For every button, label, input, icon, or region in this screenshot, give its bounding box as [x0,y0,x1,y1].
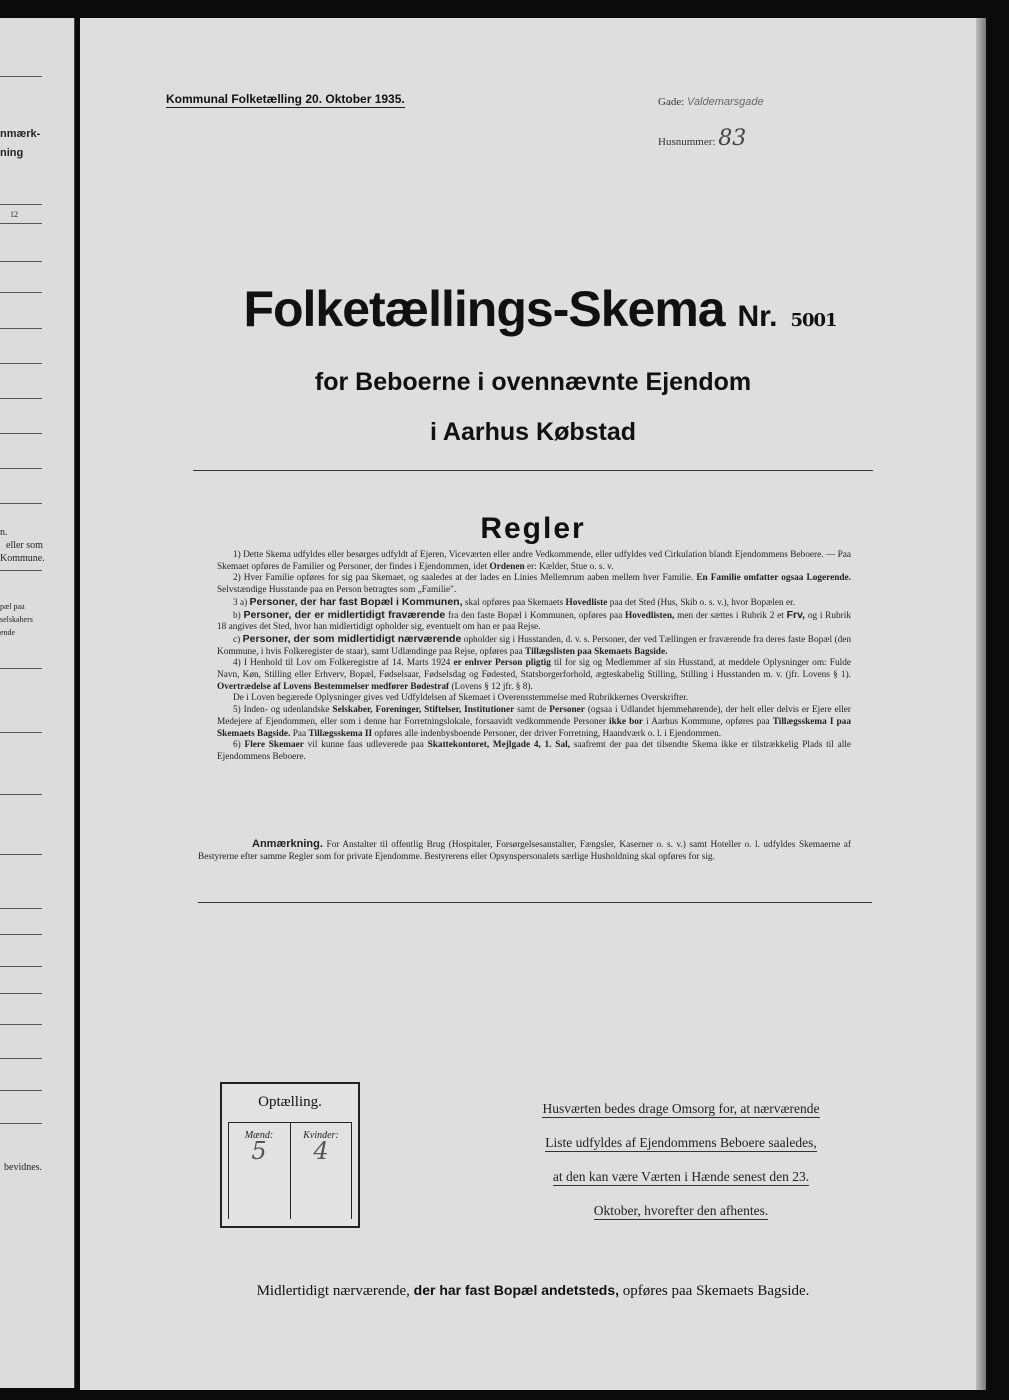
fragment-text: 12 [10,210,18,219]
women-count: 4 [313,1137,329,1165]
rule-line [0,261,42,262]
fragment-text: ning [0,147,24,159]
women-label: Kvinder: [303,1130,339,1141]
rule-line [0,1024,42,1025]
rule-line [0,328,42,329]
fragment-text: selskabers [0,615,33,624]
rule-line [0,433,42,434]
notice-line: Liste udfyldes af Ejendommens Beboere saaledes, [545,1135,817,1150]
rule-line [0,854,42,855]
remark [198,838,851,863]
rule-line [0,794,42,795]
remark-lead: Anmærkning. [252,838,323,850]
fragment-text: eller som [6,540,43,551]
rule-line [0,1058,42,1059]
rule-3a: 3 a) Personer, der har fast Bopæl i Kommunen, skal opføres paa Skemaets Hovedliste paa det Sted (Hus, Skib o. s. v.), hvor Bopælen er. [233,595,796,608]
rule-line [0,1123,42,1124]
house-number-label: Husnummer: [658,136,716,148]
tally-men-column [229,1123,289,1219]
landlord-notice [496,1092,866,1228]
tally-women-column [290,1123,351,1219]
rule-line [0,934,42,935]
rule-line [0,223,42,224]
tally-table [228,1122,352,1219]
form-title [190,280,890,338]
rule-line [0,966,42,967]
census-form-page [80,18,986,1390]
fragment-text: n. [0,527,8,538]
rule-line [0,908,42,909]
title-line-3: i Aarhus Købstad [429,418,637,446]
rule-line [0,363,42,364]
rule-line [0,204,42,205]
title-main: Folketællings-Skema [243,281,725,337]
men-count: 5 [251,1137,267,1165]
rule-line [0,1090,42,1091]
rule-2: 2) Hver Familie opføres for sig paa Skemaet, og saaledes at der lades en Linies Mellemrum aaben mellem hver Familie. En Familie omfatter ogsaa Logerende. Selvstændige Husstande paa en Person betragtes som „Familie". [217,573,851,596]
rule-line [0,993,42,994]
rule-3b: b) Personer, der er midlertidigt fraværende fra den faste Bopæl i Kommunen, opføres paa Hovedlisten, men der sættes i Rubrik 2 et Frv, og i Rubrik 18 angives det Sted, hvor han midlertidigt opholder sig, eventuelt om han er paa Rejse. [217,608,851,633]
fragment-text: pæl paa [0,602,25,611]
facing-page-fragment [0,18,75,1388]
remark-text: For Anstalter til offentlig Brug (Hospitaler, Forsørgelsesanstalter, Fængsler, Kaserner o. s. v.) samt Hoteller o. l. udfyldes Skemaerne af Bestyrerne efter samme Regler som for private Ejendomme. Bestyrerens eller Opsynspersonalets særlige Husholdning skal opføres for sig. [198,840,851,862]
rule-4: 4) I Henhold til Lov om Folkeregistre af 14. Marts 1924 er enhver Person pligtig til for sig og Medlemmer af sin Husstand, at meddele Oplysninger om: Fulde Navn, Køn, Stilling eller Erhverv, Bopæl, Fødselsaar, Fødselsdag og Fødested, Statsborgerforhold, ægteskabelig Stilling, Stilling i Husstanden m. v. (jfr. Lovens § 1). Overtrædelse af Lovens Bestemmelser medfører Bødestraf (Lovens § 12 jfr. § 8). [217,658,851,692]
form-number: 5001 [790,310,837,331]
rule-line [0,668,42,669]
rule-line [0,570,42,571]
notice-line: at den kan være Værten i Hænde senest den 23. [552,1169,810,1184]
rule-line [0,732,42,733]
fragment-text: bevidnes. [4,1162,43,1173]
rule-line [0,76,42,77]
divider [193,470,873,471]
rule-3c: c) Personer, der som midlertidigt nærværende opholder sig i Husstanden, d. v. s. Personer, der ved Tællingen er fraværende fra deres faste Bopæl (den Kommune, i hvis Folkeregister de staar), samt Udlændinge paa Rejse, opføres paa Tillægslisten paa Skemaets Bagside. [217,632,852,657]
page-edge [976,18,986,1390]
census-title: Kommunal Folketælling 20. Oktober 1935. [166,92,405,106]
title-line-2: for Beboerne i ovennævnte Ejendom [314,368,752,396]
street-field [658,96,764,108]
fragment-text: Kommune. [0,553,45,564]
rule-6: 6) Flere Skemaer vil kunne faas udleverede paa Skattekontoret, Mejlgade 4, 1. Sal, saafremt der paa det tilsendte Skema ikke er tilstrækkelig Plads til alle Ejendommens Beboere. [217,740,852,762]
footer-note: Midlertidigt nærværende, der har fast Bopæl andetsteds, opføres paa Skemaets Bagside. [256,1282,810,1299]
rule-line [0,503,42,504]
house-number-field [658,126,746,151]
rule-4-note: De i Loven begærede Oplysninger gives ved Udfyldelsen af Skemaet i Overensstemmelse med Rubrikkernes Overskrifter. [233,693,689,704]
title-nr-label: Nr. [737,300,778,333]
rule-line [0,292,42,293]
rule-1: 1) Dette Skema udfyldes eller besørges udfyldt af Ejeren, Viceværten eller andre Vedkommende, eller udfyldes ved Cirkulation blandt Ejendommens Beboere. — Paa Skemaet opføres de Familier og Personer, der findes i Ejendommen, idet Ordenen er: Kælder, Stue o. s. v. [217,550,851,572]
tally-heading: Optælling. [258,1094,322,1110]
tally-box [220,1082,360,1228]
fragment-text: ende [0,628,16,637]
house-number-value: 83 [718,126,747,151]
street-value: Valdemarsgade [687,96,764,108]
rule-5: 5) Inden- og udenlandske Selskaber, Foreninger, Stiftelser, Institutioner samt de Personer (ogsaa i Udlandet hjemmehørende), der helt eller delvis er Ejere eller Medejere af Ejendommen, eller som i denne har Forretningslokale, forsaavidt vedkommende Personer ikke bor i Aarhus Kommune, opføres paa Tillægsskema I paa Skemaets Bagside. Paa Tillægsskema II opføres alle indenbysboende Personer, der driver Forretning, Haandværk o. l. i Ejendommen. [217,705,851,739]
rule-line [0,468,42,469]
rules-body [217,550,851,764]
divider [198,902,872,903]
rule-line [0,398,42,399]
men-label: Mænd: [244,1130,274,1141]
rules-heading: Regler [480,512,586,545]
notice-line: Oktober, hvorefter den afhentes. [593,1203,769,1218]
street-label: Gade: [658,96,685,108]
fragment-text: nmærk- [0,128,41,140]
notice-line: Husværten bedes drage Omsorg for, at nærværende [542,1101,820,1116]
